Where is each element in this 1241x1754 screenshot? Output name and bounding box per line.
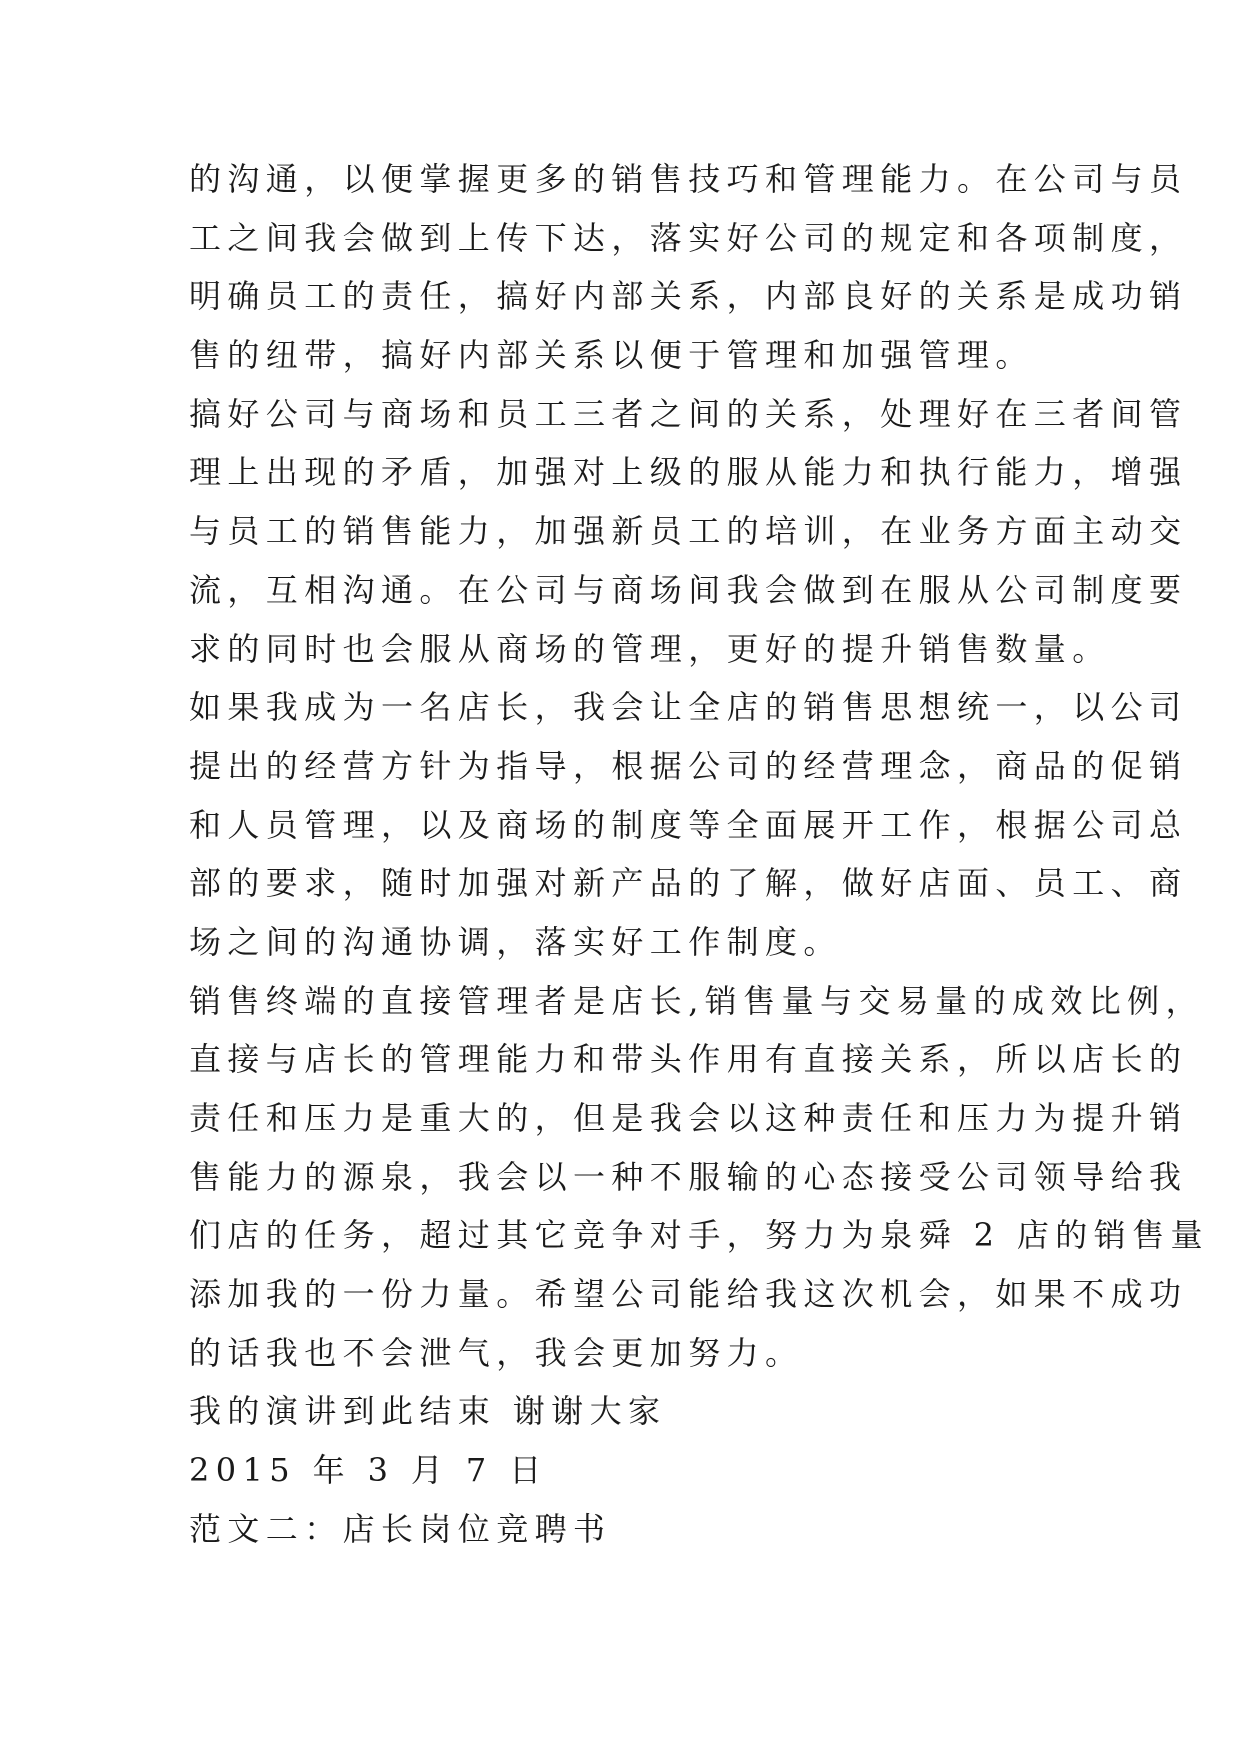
text-line: 部的要求，随时加强对新产品的了解，做好店面、员工、商 (189, 864, 1188, 903)
text-line: 工之间我会做到上传下达，落实好公司的规定和各项制度， (189, 218, 1188, 257)
text-line: 与员工的销售能力，加强新员工的培训，在业务方面主动交 (189, 512, 1188, 551)
text-line: 求的同时也会服从商场的管理，更好的提升销售数量。 (189, 629, 1111, 668)
body-text (189, 150, 1209, 1559)
text-line: 理上出现的矛盾，加强对上级的服从能力和执行能力，增强 (189, 453, 1188, 492)
text-line: 售的纽带，搞好内部关系以便于管理和加强管理。 (189, 336, 1034, 375)
text-line: 添加我的一份力量。希望公司能给我这次机会，如果不成功 (189, 1275, 1188, 1314)
text-line: 场之间的沟通协调，落实好工作制度。 (189, 922, 842, 961)
text-line: 销售终端的直接管理者是店长,销售量与交易量的成效比例， (189, 981, 1204, 1020)
text-line: 搞好公司与商场和员工三者之间的关系，处理好在三者间管 (189, 394, 1188, 433)
text-line: 明确员工的责任，搞好内部关系，内部良好的关系是成功销 (189, 277, 1188, 316)
text-line: 和人员管理，以及商场的制度等全面展开工作，根据公司总 (189, 805, 1188, 844)
section-heading: 范文二：店长岗位竞聘书 (189, 1509, 612, 1548)
text-line: 们店的任务，超过其它竞争对手，努力为泉舜 2 店的销售量 (189, 1216, 1209, 1255)
text-line: 提出的经营方针为指导，根据公司的经营理念，商品的促销 (189, 746, 1188, 785)
text-line: 流，互相沟通。在公司与商场间我会做到在服从公司制度要 (189, 570, 1188, 609)
closing-line: 我的演讲到此结束 谢谢大家 (189, 1392, 667, 1431)
text-line: 售能力的源泉，我会以一种不服输的心态接受公司领导给我 (189, 1157, 1188, 1196)
text-line: 责任和压力是重大的，但是我会以这种责任和压力为提升销 (189, 1099, 1188, 1137)
text-line: 的沟通，以便掌握更多的销售技巧和管理能力。在公司与员 (189, 160, 1188, 198)
text-line: 如果我成为一名店长，我会让全店的销售思想统一，以公司 (189, 688, 1188, 727)
text-line: 的话我也不会泄气，我会更加努力。 (189, 1333, 804, 1372)
date-line: 2015 年 3 月 7 日 (189, 1451, 548, 1490)
text-line: 直接与店长的管理能力和带头作用有直接关系，所以店长的 (189, 1040, 1188, 1079)
